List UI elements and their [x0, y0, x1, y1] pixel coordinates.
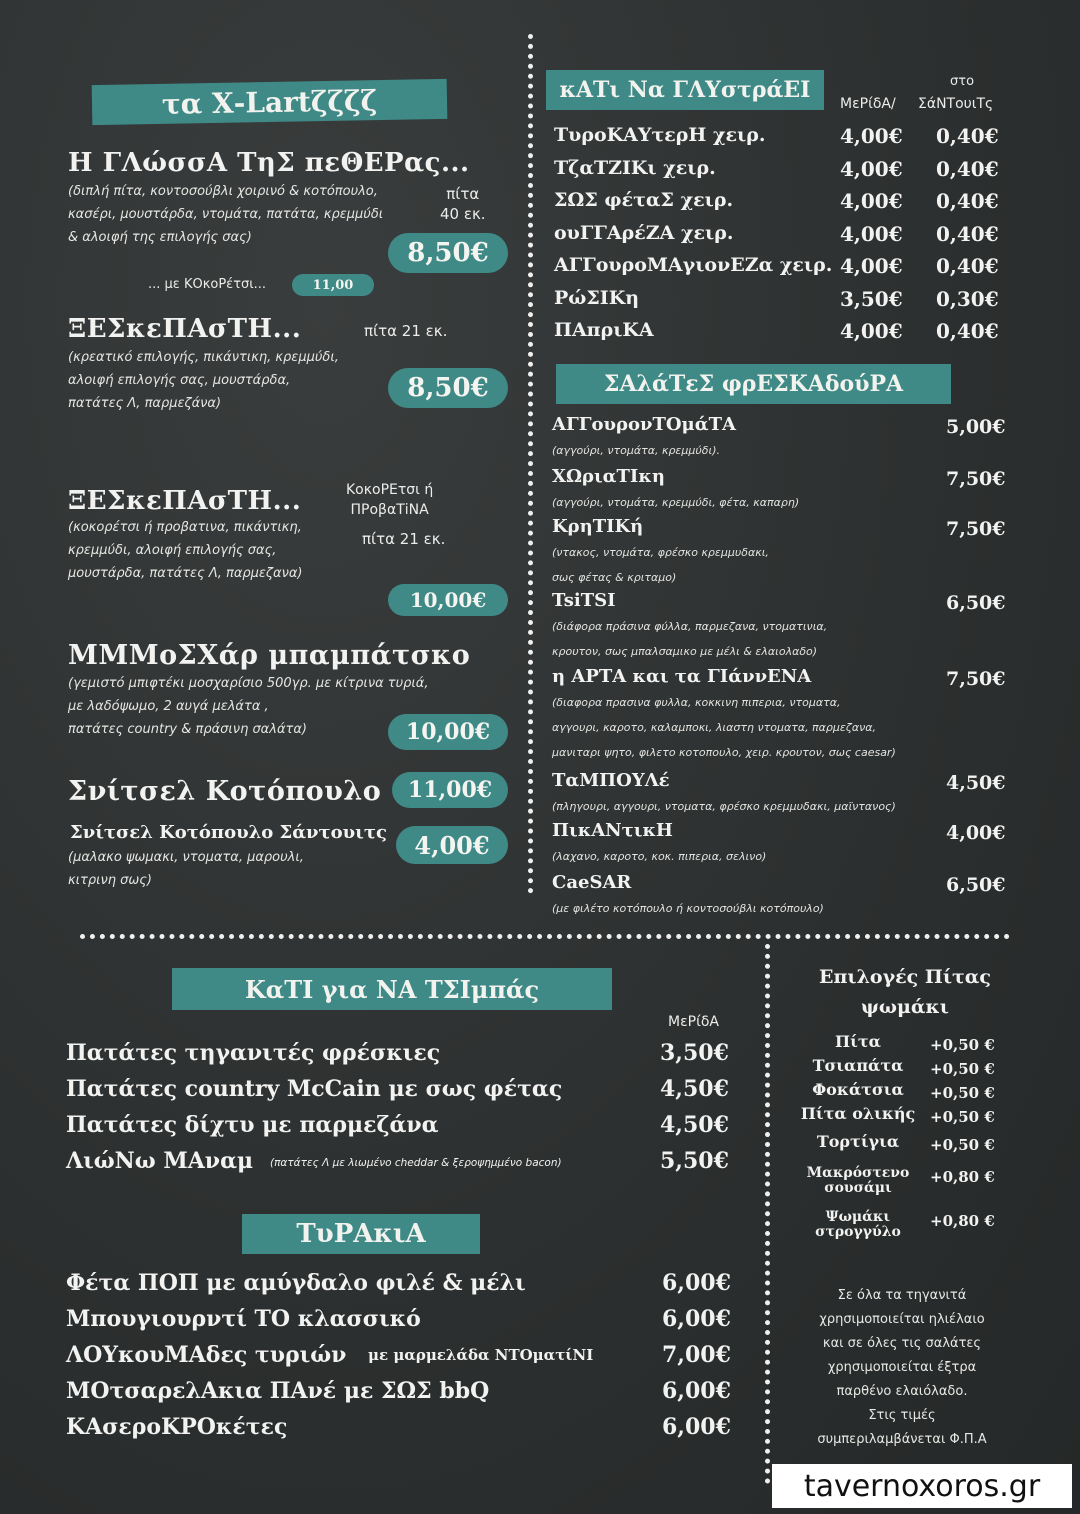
dip-price-portion: 4,00€: [840, 124, 903, 148]
section-title: ΣΑλάΤεΣ φρΕΣΚΑδούΡΑ: [603, 371, 904, 397]
site-watermark: tavernoxoros.gr: [772, 1464, 1072, 1508]
section-banner-x-lart: [92, 79, 448, 125]
dips-col-top: στο: [950, 74, 975, 89]
dip-price-sandwich: 0,30€: [936, 286, 999, 311]
salad-description: (αγγούρι, ντομάτα, κρεμμύδι, φέτα, καπαρη): [552, 496, 800, 509]
cheese-name: Φέτα ΠΟΠ με αμύγδαλο φιλέ & μέλι: [66, 1270, 526, 1296]
salad-description: (διαφορα πρασινα φυλλα, κοκκινη πιπερια, ντοματα,: [552, 696, 841, 709]
salad-description: (πληγουρι, αγγουρι, ντοματα, φρέσκο κρεμμυδακι, μαϊντανος): [552, 800, 896, 813]
item-description: (γεμιστό μπιφτέκι μοσχαρίσιο 500γρ. με κίτρινα τυριά, με λαδόψωμο, 2 αυγά μελάτα , πατάτες country & πράσινη σαλάτα): [68, 676, 429, 737]
salad-name: ΑΓΓουρονΤΟμάΤΑ: [552, 414, 736, 435]
side-price: 4,50€: [660, 1076, 729, 1102]
pita-option-price: +0,50 €: [930, 1060, 995, 1078]
pita-option-name: Τορτίγια: [816, 1132, 900, 1151]
side-name: Πατάτες δίχτυ με παρμεζάνα: [66, 1112, 439, 1138]
dip-price-portion: 4,00€: [840, 156, 903, 181]
salad-description: κρουτον, σως μπαλσαμικο με μέλι & ελαιολαδο): [552, 645, 818, 658]
side-name: Πατάτες τηγανιτές φρέσκιες: [66, 1040, 441, 1066]
cheese-price: 6,00€: [662, 1306, 731, 1332]
section-title: τα Χ-Lartζζζζ: [161, 83, 378, 121]
price-badge: 10,00€: [388, 714, 508, 750]
pita-option-price: +0,50 €: [930, 1036, 995, 1054]
dip-price-portion: 3,50€: [840, 286, 903, 311]
dip-name: ΑΓΓουροΜΑγιονΕΖα χειρ.: [554, 254, 833, 276]
pita-option-price: +0,80 €: [930, 1168, 995, 1186]
item-title: ΞΕΣκεΠΑσΤΗ...: [68, 314, 302, 344]
side-price: 4,50€: [660, 1112, 729, 1138]
pita-option-price: +0,50 €: [930, 1108, 995, 1126]
item-title: Σνίτσελ Κοτόπουλο: [68, 776, 382, 807]
cheese-note: με μαρμελάδα ΝΤΟματίΝΙ: [368, 1346, 594, 1364]
pita-option-name: Μακρόστενο σουσάμι: [806, 1165, 910, 1196]
side-price: 5,50€: [660, 1148, 729, 1174]
item-note: πίτα 40 εκ.: [440, 185, 486, 223]
cheese-price: 7,00€: [662, 1342, 731, 1368]
side-note: (πατάτες Λ με λιωμένο cheddar & ξεροψημμένο bacon): [270, 1157, 562, 1169]
dip-name: ΤυροΚΑΥτερΗ χειρ.: [554, 124, 766, 146]
dip-name: ουΓΓΑρέΖΑ χειρ.: [554, 221, 734, 244]
pita-options-title: Επιλογές Πίτας ψωμάκι: [819, 966, 991, 1018]
price-badge: 8,50€: [388, 233, 508, 273]
item-title: ΞΕΣκεΠΑσΤΗ...: [68, 486, 302, 516]
salad-price: 7,50€: [946, 668, 1006, 690]
salad-description: (ντακος, ντομάτα, φρέσκο κρεμμυδακι,: [552, 546, 769, 559]
pita-option-name: Φοκάτσια: [812, 1080, 904, 1099]
side-name: ΛιώΝω ΜΑναμ: [66, 1148, 254, 1174]
cheese-name: ΜΟτσαρελΑκια ΠΑνέ με ΣΩΣ bbQ: [66, 1378, 490, 1404]
vertical-divider-top: [528, 34, 533, 894]
section-banner-dips: [546, 70, 824, 110]
item-title: Σνίτσελ Κοτόπουλο Σάντουιτς: [70, 822, 387, 843]
salad-description: (λαχανο, καροτο, κοκ. πιπερια, σελινο): [552, 850, 767, 863]
salad-name: ΧΩριαΤΙκη: [552, 466, 665, 487]
extra-option-label: ... με ΚΟκοΡέτσι...: [148, 277, 267, 292]
item-description: (μαλακο ψωμακι, ντοματα, μαρουλι, κιτρινη σως): [68, 850, 304, 888]
pita-option-price: +0,80 €: [930, 1212, 995, 1230]
item-note: πίτα 21 εκ.: [364, 322, 448, 340]
section-banner-sides: [172, 968, 612, 1010]
cheese-name: ΚΑσεροΚΡΟκέτες: [66, 1414, 288, 1440]
pita-footer-note: Σε όλα τα τηγανιτά χρησιμοποιείται ηλιέλαιο και σε όλες τις σαλάτες χρησιμοποιείται έξτρα παρθένο ελαιόλαδο. Στις τιμές συμπεριλαμβάνεται Φ.Π.Α: [817, 1288, 987, 1447]
section-banner-salads: [556, 364, 951, 404]
dip-price-portion: 4,00€: [840, 221, 903, 246]
section-title: ΤυΡΑκιΑ: [296, 1219, 426, 1249]
salad-price: 7,50€: [946, 518, 1006, 540]
cheese-price: 6,00€: [662, 1414, 731, 1440]
item-note: ΚοκοΡΕτσι ή ΠΡοβαΤiΝΑ: [346, 482, 434, 518]
dips-col-sandwich: ΣάΝΤουιΤς: [918, 96, 994, 112]
dips-col-portion: ΜεΡίδΑ/: [840, 96, 896, 112]
salad-description: μανιταρι ψητο, φιλετο κοτοπουλο, χειρ. κρουτον, σως caesar): [552, 746, 896, 759]
dip-price-sandwich: 0,40€: [936, 189, 999, 213]
pita-option-name: Πίτα: [835, 1032, 881, 1051]
dip-name: ΡώΣΙΚη: [554, 286, 640, 309]
pita-option-name: Πίτα ολικής: [800, 1104, 916, 1123]
side-price: 3,50€: [660, 1040, 729, 1066]
dip-price-portion: 4,00€: [840, 319, 903, 343]
pita-option-price: +0,50 €: [930, 1136, 995, 1154]
item-note-size: πίτα 21 εκ.: [362, 530, 446, 548]
item-description: (διπλή πίτα, κοντοσούβλι χοιρινό & κοτόπουλο, κασέρι, μουστάρδα, ντομάτα, πατάτα, κρεμμύδι & αλοιφή της επιλογής σας): [68, 184, 384, 245]
dip-price-sandwich: 0,40€: [936, 156, 999, 181]
salad-name: CaeSAR: [552, 872, 632, 893]
salad-price: 7,50€: [946, 468, 1006, 490]
salad-description: (αγγούρι, ντομάτα, κρεμμύδι).: [552, 444, 720, 457]
salad-price: 4,00€: [946, 822, 1006, 844]
cheese-price: 6,00€: [662, 1270, 731, 1296]
price-badge: 11,00€: [392, 772, 508, 808]
extra-price-badge: 11,00: [292, 274, 374, 296]
salad-price: 5,00€: [946, 416, 1006, 438]
dip-price-sandwich: 0,40€: [936, 124, 999, 148]
salad-description: αγγουρι, καροτο, καλαμποκι, λιαστη ντοματα, παρμεζανα,: [552, 721, 876, 734]
item-title: ΜΜΜοΣΧάρ μπαμπάτσκο: [68, 640, 471, 671]
cheese-name: ΛΟΥκουΜΑδες τυριών: [66, 1342, 347, 1368]
sides-col-portion: ΜεΡίδΑ: [668, 1014, 719, 1030]
pita-option-name: Ψωμάκι στρογγύλο: [815, 1209, 901, 1240]
dip-price-sandwich: 0,40€: [936, 319, 999, 343]
price-badge: 4,00€: [396, 826, 508, 864]
dip-name: ΤζαΤΖΙΚι χειρ.: [554, 156, 716, 179]
salad-name: TsiTSI: [552, 590, 616, 611]
salad-price: 4,50€: [946, 772, 1006, 794]
pita-option-price: +0,50 €: [930, 1084, 995, 1102]
item-description: (κρεατικό επιλογής, πικάντικη, κρεμμύδι, αλοιφή επιλογής σας, μουστάρδα, πατάτες Λ, παρμεζάνα): [68, 350, 339, 411]
side-name: Πατάτες country McCain με σως φέτας: [66, 1076, 563, 1102]
salad-description: σως φέτας & κριταμο): [552, 571, 677, 584]
dip-price-sandwich: 0,40€: [936, 221, 999, 246]
cheese-price: 6,00€: [662, 1378, 731, 1404]
salad-description: (με φιλέτο κοτόπουλο ή κοντοσούβλι κοτόπουλο): [552, 902, 824, 915]
cheese-name: Μπουγιουρντί ΤΟ κλασσικό: [66, 1306, 421, 1332]
dip-price-portion: 4,00€: [840, 254, 903, 278]
horizontal-divider: [80, 934, 1010, 939]
dip-price-sandwich: 0,40€: [936, 254, 999, 278]
salad-name: ΚρηΤΙΚή: [552, 516, 644, 537]
price-badge: 8,50€: [388, 368, 508, 408]
salad-name: η ΑΡΤΑ και τα ΓΙάννΕΝΑ: [552, 666, 812, 687]
pita-option-name: Τσιαπάτα: [812, 1056, 904, 1075]
dip-name: ΣΩΣ φέταΣ χειρ.: [554, 189, 734, 211]
item-description: (κοκορέτσι ή προβατινα, πικάντικη, κρεμμύδι, αλοιφή επιλογής σας, μουστάρδα, πατάτες Λ, παρμεζανα): [68, 520, 303, 581]
price-badge: 10,00€: [388, 584, 508, 616]
dip-name: ΠΑπριΚΑ: [554, 319, 654, 341]
salad-price: 6,50€: [946, 874, 1006, 896]
vertical-divider-bottom: [765, 944, 770, 1484]
section-banner-cheese: [242, 1214, 480, 1254]
salad-price: 6,50€: [946, 592, 1006, 614]
salad-name: ΠικΑΝτικΗ: [552, 820, 673, 841]
item-title: Η ΓΛώσσΑ ΤηΣ πεΘΕΡας...: [68, 148, 470, 178]
section-title: ΚαΤΙ για ΝΑ ΤΣΙμπάς: [244, 974, 540, 1004]
salad-name: ΤαΜΠΟΥΛέ: [552, 770, 670, 791]
section-title: κΑΤι Να ΓΛΥστράΕΙ: [559, 77, 811, 103]
dip-price-portion: 4,00€: [840, 189, 903, 213]
salad-description: (διάφορα πράσινα φύλλα, παρμεζανα, ντοματινια,: [552, 620, 828, 633]
